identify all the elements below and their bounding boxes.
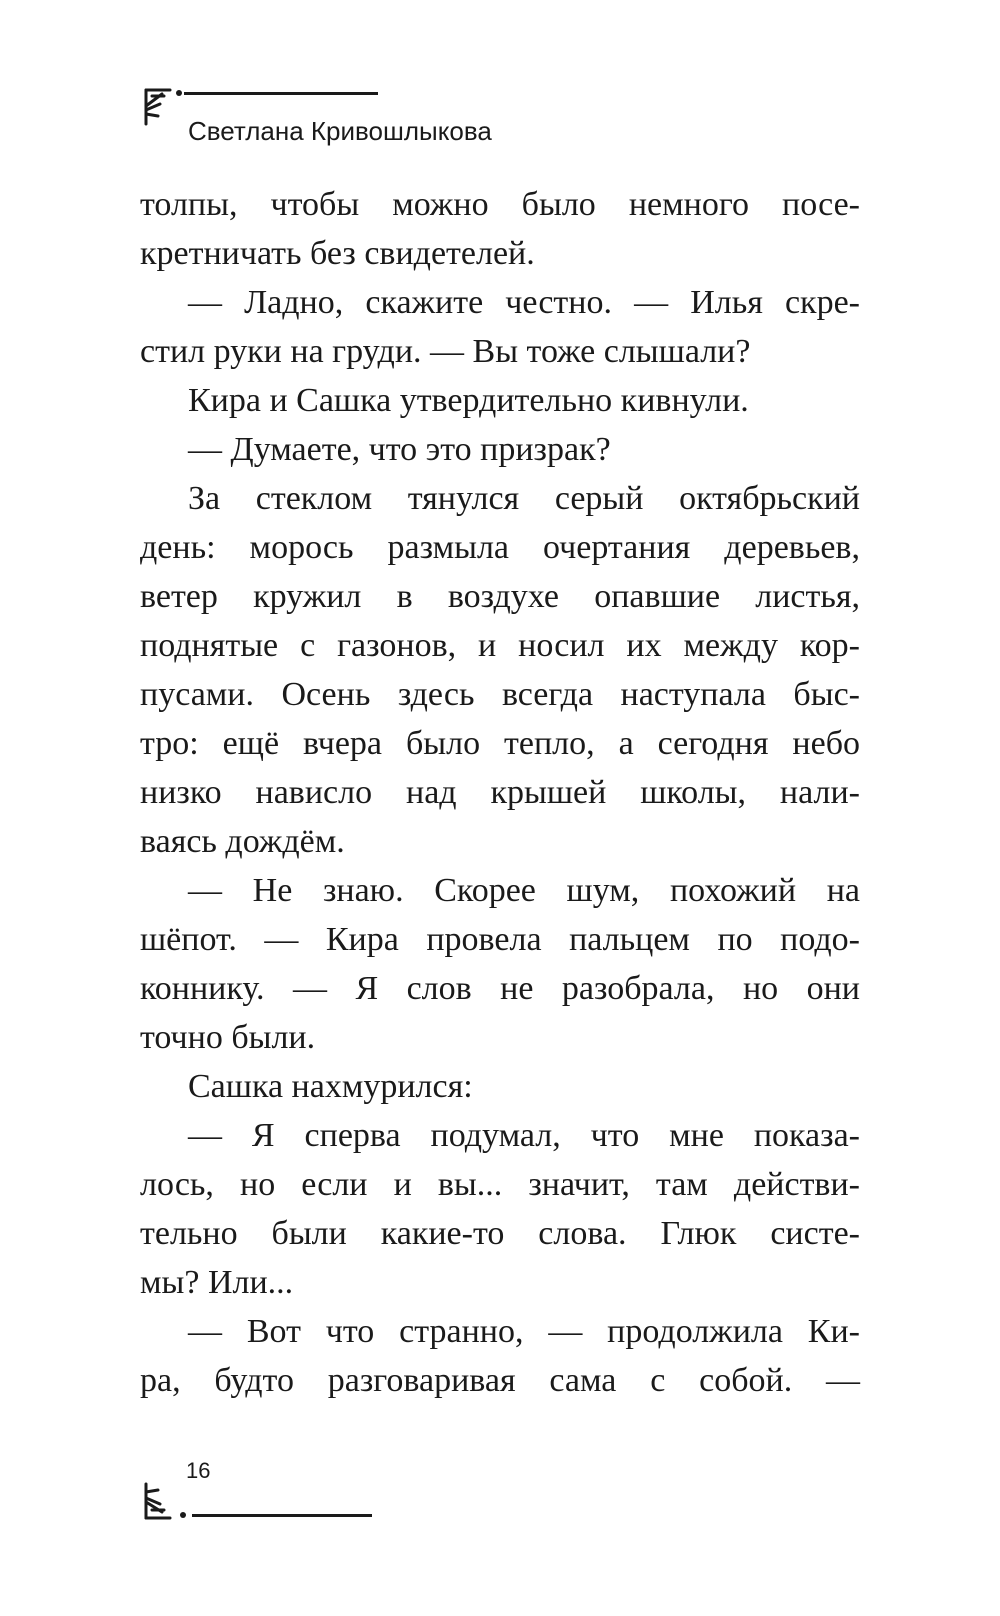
- header-dot: [176, 90, 182, 96]
- running-header: [140, 78, 520, 148]
- text-line: стил руки на груди. — Вы тоже слышали?: [140, 333, 751, 370]
- text-line: Сашка нахмурился:: [188, 1068, 473, 1105]
- text-line: Кира и Сашка утвердительно кивнули.: [188, 382, 749, 419]
- text-line: — Вот что странно, — продолжила Ки-: [188, 1313, 860, 1350]
- text-line: лось, но если и вы... значит, там действи-: [140, 1166, 860, 1203]
- text-line: пусами. Осень здесь всегда наступала быс-: [140, 676, 860, 713]
- text-line: низко нависло над крышей школы, нали-: [140, 774, 860, 811]
- text-line: За стеклом тянулся серый октябрьский: [188, 480, 860, 517]
- text-line: коннику. — Я слов не разобрала, но они: [140, 970, 860, 1007]
- header-rule: [184, 92, 378, 95]
- text-line: — Я сперва подумал, что мне показа-: [188, 1117, 860, 1154]
- text-line: толпы, чтобы можно было немного посе-: [140, 186, 860, 223]
- footer-dot: [180, 1512, 186, 1518]
- running-footer: [140, 1458, 440, 1528]
- text-line: ра, будто разговаривая сама с собой. —: [140, 1362, 860, 1399]
- text-line: кретничать без свидетелей.: [140, 235, 535, 272]
- sunburst-ornament-icon: [140, 80, 190, 128]
- text-line: ваясь дождём.: [140, 823, 345, 860]
- text-line: тельно были какие-то слова. Глюк систе-: [140, 1215, 860, 1252]
- text-line: мы? Или...: [140, 1264, 294, 1301]
- footer-rule: [192, 1514, 372, 1517]
- text-line: день: морось размыла очертания деревьев,: [140, 529, 860, 566]
- body-text: [140, 180, 860, 1405]
- text-line: — Ладно, скажите честно. — Илья скре-: [188, 284, 860, 321]
- text-line: — Думаете, что это призрак?: [188, 431, 611, 468]
- author-name: Светлана Кривошлыкова: [188, 116, 492, 146]
- text-line: тро: ещё вчера было тепло, а сегодня небо: [140, 725, 860, 762]
- text-line: — Не знаю. Скорее шум, похожий на: [188, 872, 860, 909]
- sunburst-ornament-icon: [140, 1478, 190, 1526]
- text-line: поднятые с газонов, и носил их между кор-: [140, 627, 860, 664]
- text-line: шёпот. — Кира провела пальцем по подо-: [140, 921, 860, 958]
- text-line: ветер кружил в воздухе опавшие листья,: [140, 578, 860, 615]
- text-line: точно были.: [140, 1019, 316, 1056]
- page-number: 16: [186, 1458, 211, 1483]
